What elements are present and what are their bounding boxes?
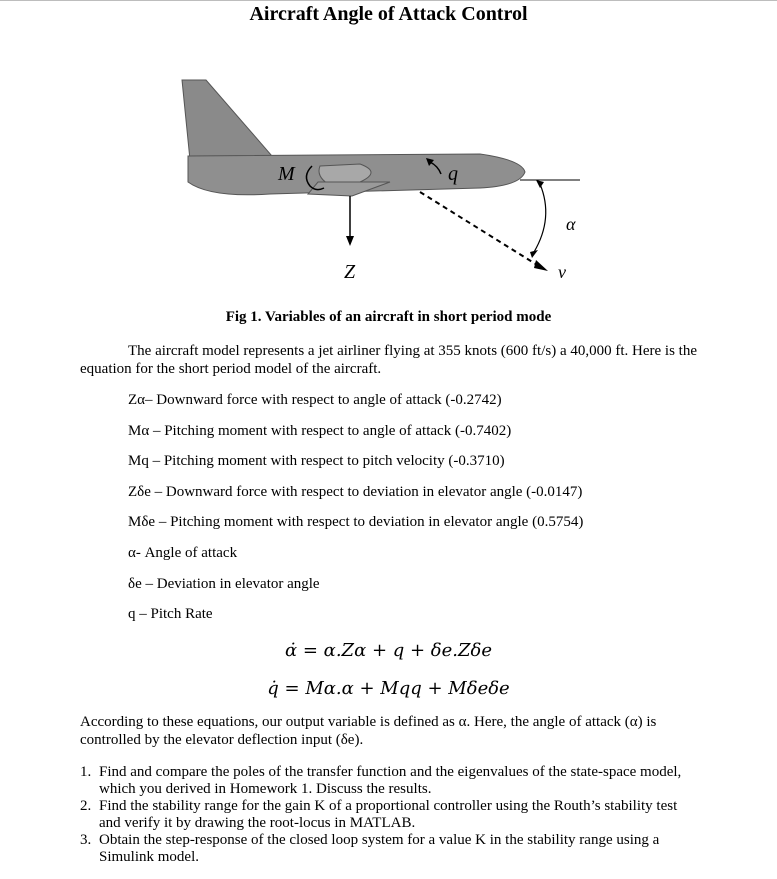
task-item: 1. Find and compare the poles of the transfer function and the eigenvalues of the state-space model, which you derived in Homework 1. Discuss the results. [80,764,682,797]
definition-item: Mα – Pitching moment with respect to angle of attack (-0.7402) [128,422,512,439]
task-item: 2. Find the stability range for the gain K of a proportional controller using the Routh’s stability test and verify it by drawing the root-locus in MATLAB. [80,798,678,831]
aircraft-tail-fin [182,80,272,160]
label-alpha: α [566,214,576,234]
equation-alpha-dot: α̇ = α.Zα + q + δe.Zδe [285,640,492,661]
label-q: q [448,163,458,185]
label-v: v [558,262,566,280]
definition-item: Mq – Pitching moment with respect to pitch velocity (-0.3710) [128,453,505,470]
aircraft-diagram [150,70,610,280]
definition-item: Mδe – Pitching moment with respect to deviation in elevator angle (0.5754) [128,514,584,531]
definition-item: Zδe – Downward force with respect to deviation in elevator angle (-0.0147) [128,483,583,500]
definition-item: Zα– Downward force with respect to angle of attack (-0.2742) [128,392,502,408]
figure-caption: Fig 1. Variables of an aircraft in short period mode [225,309,552,325]
variable-definitions [128,391,583,636]
velocity-vector [420,192,542,268]
angle-of-attack-arc [534,184,546,252]
equation-q-dot: q̇ = Mα.α + Mqq + Mδeδe [267,678,510,699]
explanation-paragraph: According to these equations, our output variable is defined as α. Here, the angle of attack (α) is controlled by the elevator deflection input (δe). [80,714,657,748]
task-item: 3. Obtain the step-response of the closed loop system for a value K in the stability range using a Simulink model. [80,832,660,865]
intro-paragraph: The aircraft model represents a jet airliner flying at 355 knots (600 ft/s) a 40,000 ft. Here is the equation for the short period model of the aircraft. [80,343,697,377]
definition-item: δe – Deviation in elevator angle [128,575,320,592]
page-title: Aircraft Angle of Attack Control [249,3,528,25]
label-Z: Z [344,261,356,280]
label-M: M [278,163,295,185]
top-rule [0,0,777,1]
task-list [80,764,700,866]
definition-item: q – Pitch Rate [128,606,213,623]
definition-item: α- Angle of attack [128,544,238,561]
